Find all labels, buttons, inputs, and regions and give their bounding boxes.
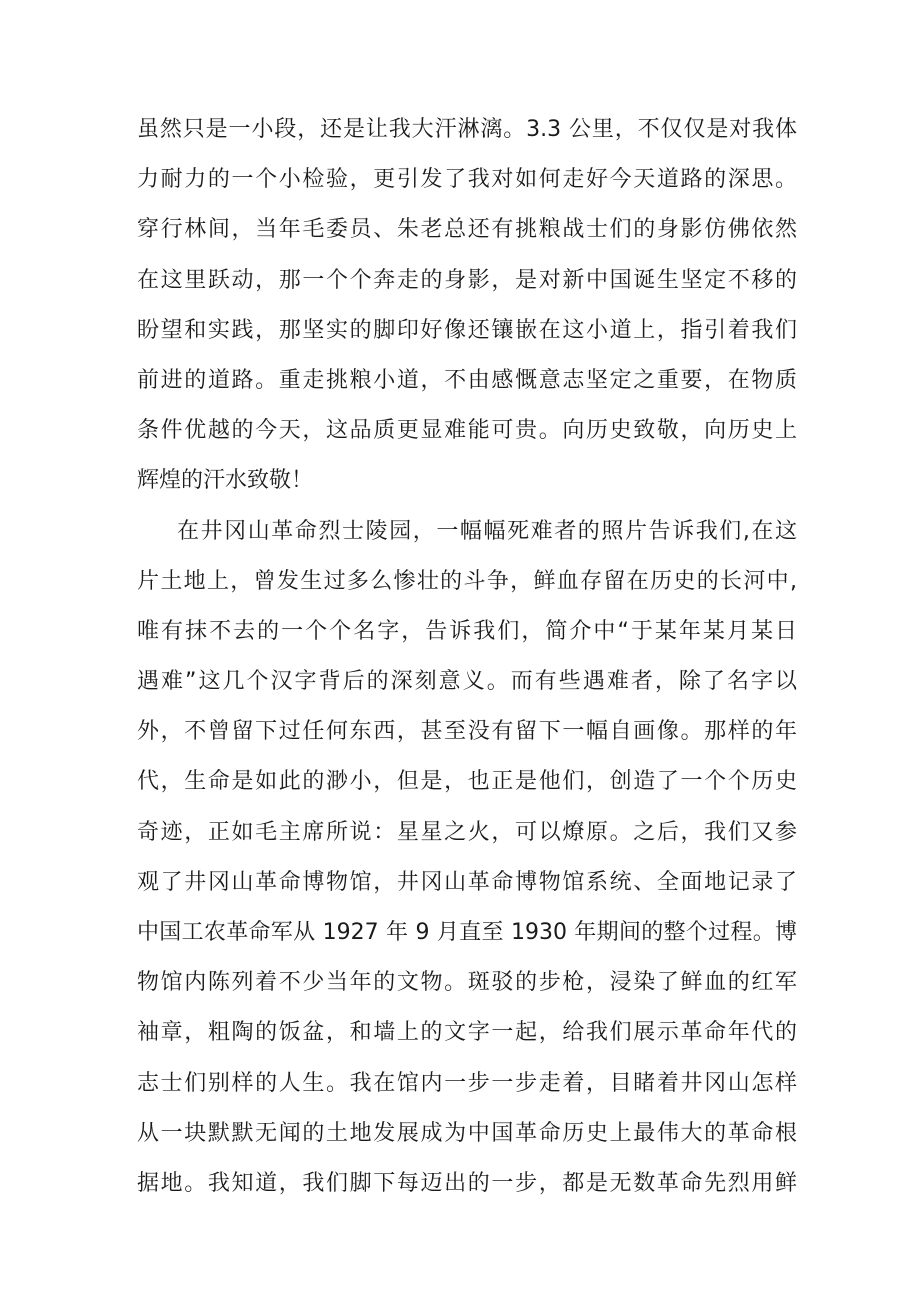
paragraph-start-line: 在井冈山革命烈士陵园，一幅幅死难者的照片告诉我们,在这 (177, 518, 797, 544)
text-line: 穿行林间，当年毛委员、朱老总还有挑粮战士们的身影仿佛依然 (137, 217, 797, 243)
text-line: 代，生命是如此的渺小，但是，也正是他们，创造了一个个历史 (137, 769, 797, 795)
text-line: 虽然只是一小段，还是让我大汗淋漓。3.3 公里，不仅仅是对我体 (137, 117, 797, 142)
text-line: 从一块默默无闻的土地发展成为中国革命历史上最伟大的革命根 (137, 1120, 797, 1146)
text-line: 盼望和实践，那坚实的脚印好像还镶嵌在这小道上，指引着我们 (137, 317, 797, 343)
text-line: 片土地上，曾发生过多么惨壮的斗争，鲜血存留在历史的长河中, (137, 568, 797, 594)
text-line: 力耐力的一个小检验，更引发了我对如何走好今天道路的深思。 (137, 167, 797, 193)
text-line: 辉煌的汗水致敬！ (137, 468, 314, 494)
text-line: 唯有抹不去的一个个名字，告诉我们，简介中“于某年某月某日 (137, 618, 797, 644)
text-line: 中国工农革命军从 1927 年 9 月直至 1930 年期间的整个过程。博 (137, 920, 797, 945)
text-line: 物馆内陈列着不少当年的文物。斑驳的步枪，浸染了鲜血的红军 (137, 970, 797, 996)
body-text (137, 105, 797, 1209)
text-line: 据地。我知道，我们脚下每迈出的一步，都是无数革命先烈用鲜 (137, 1170, 797, 1196)
text-line: 条件优越的今天，这品质更显难能可贵。向历史致敬，向历史上 (137, 418, 797, 444)
text-line: 观了井冈山革命博物馆，井冈山革命博物馆系统、全面地记录了 (137, 869, 797, 895)
text-line: 袖章，粗陶的饭盆，和墙上的文字一起，给我们展示革命年代的 (137, 1020, 797, 1046)
text-line: 奇迹，正如毛主席所说：星星之火，可以燎原。之后，我们又参 (137, 819, 797, 845)
text-line: 前进的道路。重走挑粮小道，不由感慨意志坚定之重要，在物质 (137, 367, 797, 393)
text-line: 在这里跃动，那一个个奔走的身影，是对新中国诞生坚定不移的 (137, 267, 797, 293)
text-line: 志士们别样的人生。我在馆内一步一步走着，目睹着井冈山怎样 (137, 1070, 797, 1096)
text-line: 遇难”这几个汉字背后的深刻意义。而有些遇难者，除了名字以 (137, 669, 797, 695)
text-line: 外，不曾留下过任何东西，甚至没有留下一幅自画像。那样的年 (137, 719, 797, 745)
